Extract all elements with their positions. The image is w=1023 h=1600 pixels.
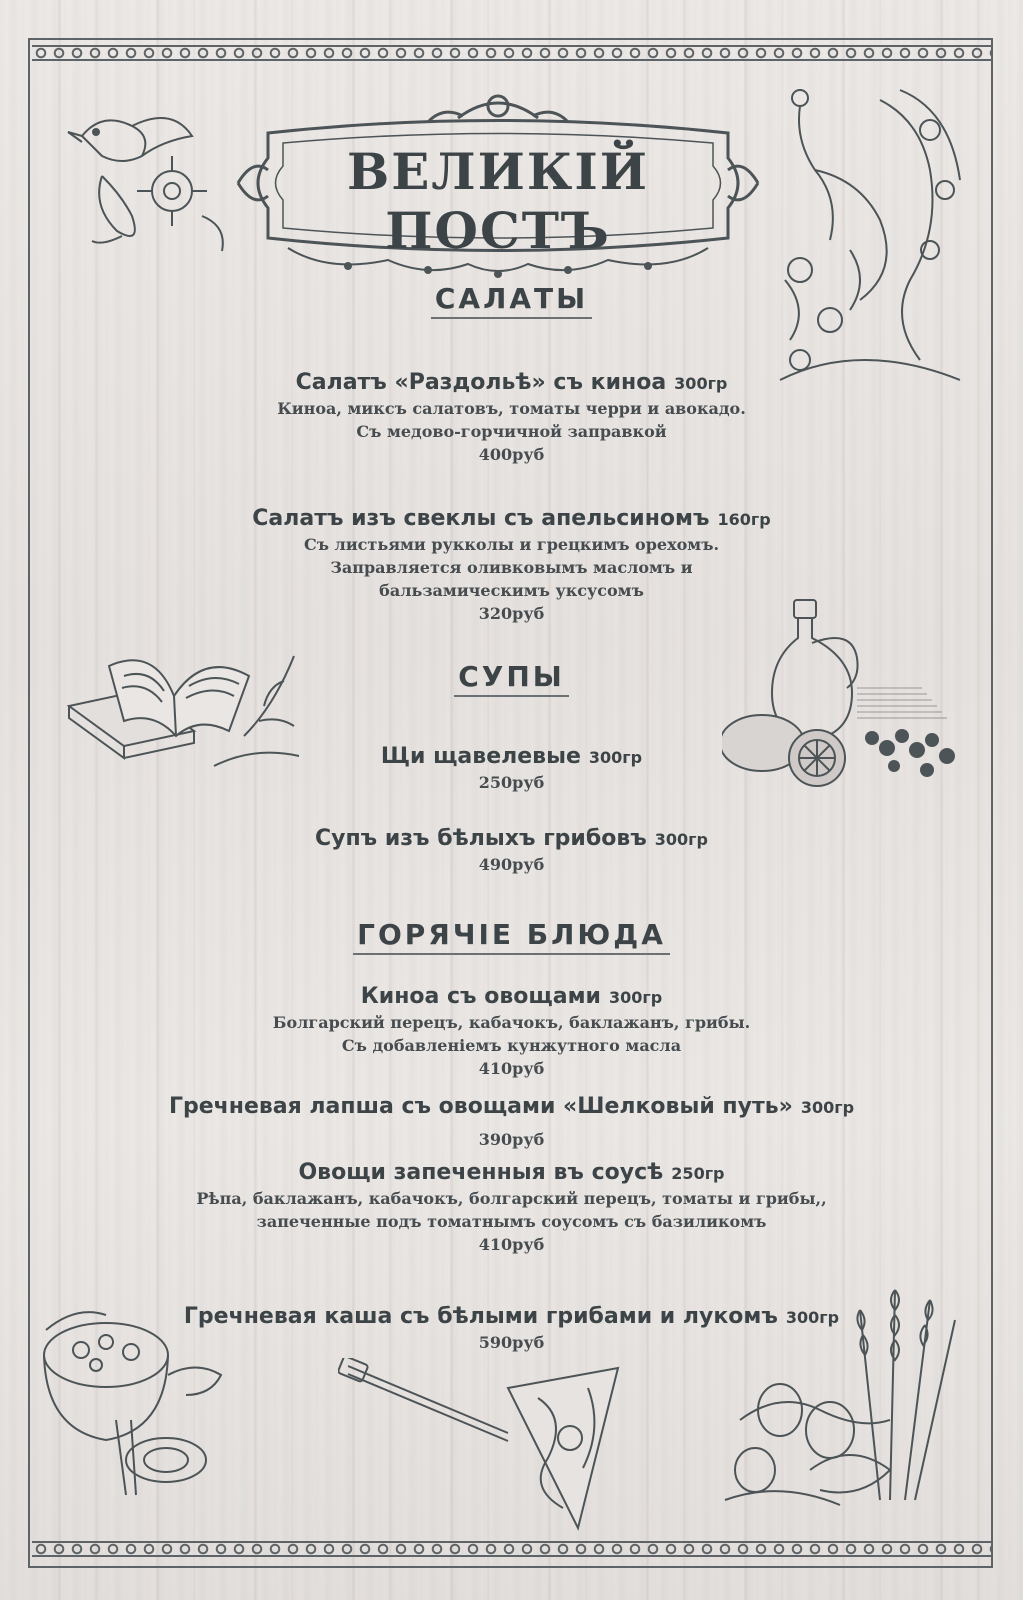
item-price: 590руб	[478, 1333, 545, 1352]
menu-item: Киноа съ овощами 300гр Болгарский перецъ, кабачокъ, баклажанъ, грибы. Съ добавленiемъ кунжутного масла 410руб	[0, 986, 1023, 1077]
item-price: 410руб	[478, 1235, 545, 1254]
top-lace-border	[32, 44, 991, 62]
menu-item: Салатъ изъ свеклы съ апельсиномъ 160гр Съ листьями рукколы и грецкимъ орехомъ. Заправляется оливковымъ масломъ и бальзамическимъ уксусомъ 320руб	[0, 508, 1023, 622]
section-title-hot-dishes: ГОРЯЧIЕ БЛЮДА	[0, 918, 1023, 951]
menu-title: ВЕЛИКIЙ ПОСТЪ	[347, 142, 649, 260]
balalaika-icon	[338, 1358, 628, 1538]
section-title-soups: СУПЫ	[0, 660, 1023, 693]
menu-item: Щи щавелевые 300гр 250руб	[0, 746, 1023, 791]
bird-icon	[62, 96, 242, 256]
item-price: 490руб	[478, 855, 545, 874]
bottom-lace-border	[32, 1540, 991, 1558]
menu-item: Гречневая лапша съ овощами «Шелковый путь» 300гр 390руб	[0, 1096, 1023, 1148]
title-plate	[228, 88, 768, 278]
menu-item: Гречневая каша съ бѣлыми грибами и лукомъ 300гр 590руб	[0, 1306, 1023, 1351]
item-price: 250руб	[478, 773, 545, 792]
menu-item: Овощи запеченныя въ соусѣ 250гр Рѣпа, баклажанъ, кабачокъ, болгарский перецъ, томаты и грибы,, запеченные подъ томатнымъ соусомъ съ базиликомъ 410руб	[0, 1162, 1023, 1253]
item-price: 410руб	[478, 1059, 545, 1078]
menu-item: Супъ изъ бѣлыхъ грибовъ 300гр 490руб	[0, 828, 1023, 873]
item-price: 390руб	[478, 1130, 545, 1149]
item-price: 400руб	[478, 445, 545, 464]
menu-item: Салатъ «Раздольѣ» съ киноа 300гр Киноа, миксъ салатовъ, томаты черри и авокадо. Съ медово-горчичной заправкой 400руб	[0, 372, 1023, 463]
peacock-icon	[770, 80, 970, 390]
item-price: 320руб	[478, 604, 545, 623]
section-title-salads: САЛАТЫ	[0, 282, 1023, 315]
